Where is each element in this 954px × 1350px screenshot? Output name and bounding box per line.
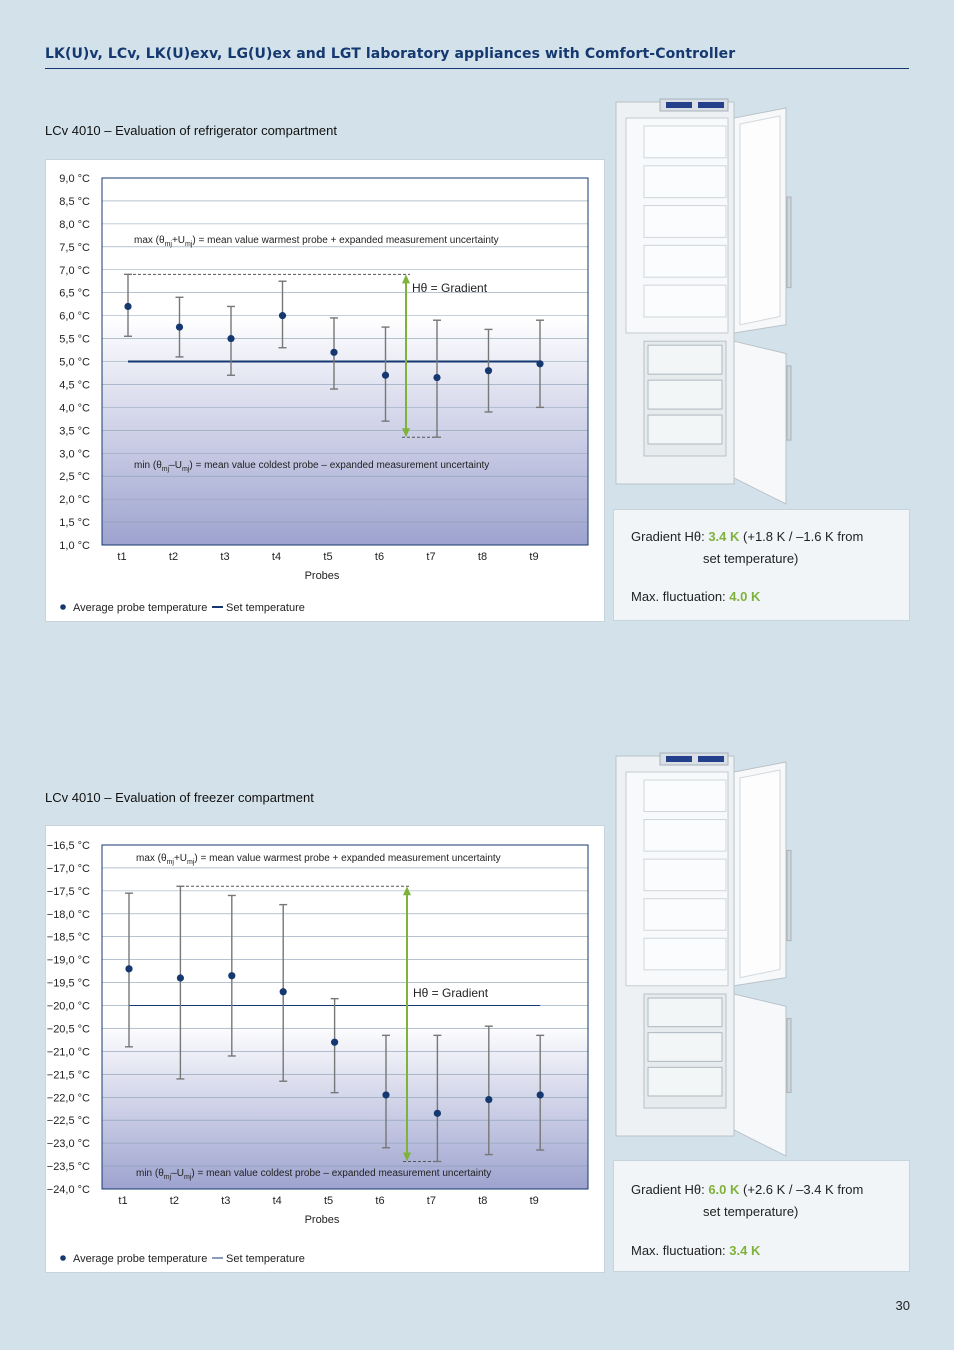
data-point — [382, 1091, 389, 1098]
x-tick-label: t3 — [221, 1195, 231, 1207]
y-tick-label: 2,5 °C — [59, 471, 90, 484]
shelf — [644, 245, 726, 277]
fridge-door-glass — [740, 770, 780, 978]
section-title-refrigerator: LCv 4010 – Evaluation of refrigerator compartment — [45, 123, 337, 138]
y-tick-label: −19,0 °C — [46, 954, 90, 967]
appliance-drawing — [616, 753, 791, 1156]
shelf — [644, 859, 726, 891]
legend-marker-average — [60, 1255, 66, 1261]
page-header — [45, 46, 909, 69]
x-tick-label: t4 — [271, 551, 282, 563]
freezer-handle — [787, 366, 791, 440]
y-tick-label: 6,5 °C — [59, 287, 90, 300]
legend-label-set: Set temperature — [226, 1253, 305, 1265]
gradient-label: Gradient Hθ: — [631, 529, 705, 544]
appliance-drawing — [616, 99, 791, 504]
y-tick-label: 6,0 °C — [59, 310, 90, 323]
page-number: 30 — [895, 1298, 910, 1313]
annotation-max: $\max (\theta_{mj}+U_{mj})$ = mean value warmest probe + expanded measurement uncertainty — [136, 853, 501, 866]
freezer-drawer — [648, 1033, 722, 1062]
x-tick-label: t6 — [375, 1195, 385, 1207]
legend-label-set: Set temperature — [226, 602, 305, 614]
chart-panel-refrigerator — [45, 159, 605, 622]
freezer-drawer — [648, 345, 722, 374]
data-point — [536, 360, 543, 367]
data-point — [434, 1110, 441, 1117]
info-box-freezer — [613, 1160, 910, 1272]
y-tick-label: −18,5 °C — [46, 931, 90, 944]
chart-panel-freezer — [45, 825, 605, 1273]
x-tick-label: t1 — [118, 1195, 128, 1207]
y-tick-label: −21,5 °C — [46, 1069, 90, 1082]
shelf — [644, 166, 726, 198]
y-tick-label: 5,0 °C — [59, 356, 90, 369]
fluctuation-label: Max. fluctuation: — [631, 1243, 726, 1258]
gradient-label: Hθ = Gradient — [412, 281, 488, 295]
section-title-freezer: LCv 4010 – Evaluation of freezer compartment — [45, 790, 314, 805]
y-tick-label: −22,0 °C — [46, 1092, 90, 1105]
x-tick-label: t9 — [529, 1195, 539, 1207]
gradient-label: Gradient Hθ: — [631, 1182, 705, 1197]
y-tick-label: −19,5 °C — [46, 977, 90, 990]
data-point — [280, 988, 287, 995]
y-tick-label: 1,0 °C — [59, 540, 90, 552]
gradient-line — [631, 1182, 863, 1197]
data-point — [331, 1039, 338, 1046]
page-title: LK(U)v, LCv, LK(U)exv, LG(U)ex and LGT laboratory appliances with Comfort-Controller — [45, 46, 736, 62]
fridge-door-glass — [740, 116, 780, 325]
freezer-handle — [787, 1019, 791, 1093]
x-tick-label: t5 — [323, 551, 333, 563]
x-axis-title: Probes — [304, 1214, 340, 1226]
y-tick-label: −20,0 °C — [46, 1000, 90, 1013]
x-tick-label: t8 — [478, 1195, 488, 1207]
fluctuation-line — [631, 589, 760, 604]
x-tick-label: t6 — [374, 551, 385, 563]
x-tick-label: t4 — [272, 1195, 282, 1207]
data-point — [537, 1091, 544, 1098]
y-tick-label: −20,5 °C — [46, 1023, 90, 1036]
shelf — [644, 126, 726, 158]
x-tick-label: t2 — [169, 1195, 179, 1207]
shelf — [644, 820, 726, 852]
data-point — [485, 1096, 492, 1103]
y-tick-label: 4,0 °C — [59, 402, 90, 415]
gradient-detail-2: set temperature) — [703, 1204, 799, 1219]
refrigerator-chart — [46, 160, 604, 621]
x-tick-label: t8 — [477, 551, 488, 563]
y-tick-label: 1,5 °C — [59, 517, 90, 530]
data-point — [227, 335, 234, 342]
shelf — [644, 899, 726, 931]
x-tick-label: t9 — [529, 551, 539, 563]
gradient-value: 3.4 K — [708, 529, 740, 544]
y-tick-label: −17,5 °C — [46, 885, 90, 898]
data-point — [228, 972, 235, 979]
freezer-drawer — [648, 998, 722, 1027]
legend-label-average: Average probe temperature — [73, 1253, 208, 1265]
display-left — [666, 102, 692, 108]
data-point — [177, 974, 184, 981]
y-tick-label: 9,0 °C — [59, 173, 90, 185]
y-tick-label: 8,5 °C — [59, 195, 90, 208]
fluctuation-value: 3.4 K — [729, 1243, 761, 1258]
annotation-min: $\min (\theta_{mj}-U_{mj})$ = mean value coldest probe – expanded measurement uncertainty — [136, 1168, 492, 1181]
data-point — [279, 312, 286, 319]
gradient-detail: (+2.6 K / –3.4 K from — [743, 1182, 864, 1197]
y-tick-label: 4,5 °C — [59, 379, 90, 392]
y-tick-label: 8,0 °C — [59, 218, 90, 231]
freezer-drawer — [648, 1067, 722, 1096]
freezer-door — [734, 341, 786, 504]
y-tick-label: 3,5 °C — [59, 425, 90, 438]
y-tick-label: 7,0 °C — [59, 264, 90, 277]
gradient-detail: (+1.8 K / –1.6 K from — [743, 529, 864, 544]
x-tick-label: t2 — [168, 551, 179, 563]
gradient-label: Hθ = Gradient — [413, 986, 489, 1000]
freezer-drawer — [648, 380, 722, 409]
shelf — [644, 780, 726, 812]
y-tick-label: 2,0 °C — [59, 494, 90, 507]
freezer-appliance-image — [614, 748, 796, 1158]
annotation-max: $\max (\theta_{mj}+U_{mj})$ = mean value warmest probe + expanded measurement uncertainty — [134, 235, 499, 248]
data-point — [125, 965, 132, 972]
fridge-handle — [787, 197, 791, 288]
y-tick-label: −23,5 °C — [46, 1161, 90, 1174]
freezer-drawer — [648, 415, 722, 444]
freezer-door — [734, 994, 786, 1156]
shelf — [644, 285, 726, 317]
fluctuation-label: Max. fluctuation: — [631, 589, 726, 604]
shelf — [644, 938, 726, 970]
x-tick-label: t7 — [426, 551, 436, 563]
y-tick-label: −21,0 °C — [46, 1046, 90, 1059]
data-point — [330, 349, 337, 356]
y-tick-label: 7,5 °C — [59, 241, 90, 254]
y-tick-label: −18,0 °C — [46, 908, 90, 921]
y-tick-label: −16,5 °C — [46, 840, 90, 852]
display-right — [698, 756, 724, 762]
y-tick-label: −24,0 °C — [46, 1184, 90, 1196]
data-point — [485, 367, 492, 374]
x-tick-label: t7 — [426, 1195, 436, 1207]
fluctuation-value: 4.0 K — [729, 589, 761, 604]
y-tick-label: 5,5 °C — [59, 333, 90, 346]
freezer-chart — [46, 826, 604, 1272]
y-tick-label: −22,5 °C — [46, 1115, 90, 1128]
annotation-min: $\min (\theta_{mj}-U_{mj})$ = mean value coldest probe – expanded measurement uncertainty — [134, 460, 490, 473]
fridge-handle — [787, 851, 791, 941]
y-tick-label: 3,0 °C — [59, 448, 90, 461]
x-tick-label: t1 — [117, 551, 127, 563]
legend-label-average: Average probe temperature — [73, 602, 208, 614]
display-left — [666, 756, 692, 762]
data-point — [433, 374, 440, 381]
data-point — [382, 372, 389, 379]
fluctuation-line — [631, 1243, 760, 1258]
y-tick-label: −17,0 °C — [46, 862, 90, 875]
data-point — [176, 323, 183, 330]
info-box-refrigerator — [613, 509, 910, 621]
gradient-detail-2: set temperature) — [703, 551, 799, 566]
x-tick-label: t5 — [324, 1195, 334, 1207]
x-axis-title: Probes — [304, 570, 340, 582]
plot-area — [102, 845, 588, 1189]
refrigerator-appliance-image — [614, 94, 796, 506]
shelf — [644, 206, 726, 238]
y-tick-label: −23,0 °C — [46, 1138, 90, 1151]
gradient-value: 6.0 K — [708, 1182, 740, 1197]
gradient-line — [631, 529, 863, 544]
data-point — [124, 303, 131, 310]
x-tick-label: t3 — [220, 551, 230, 563]
display-right — [698, 102, 724, 108]
legend-marker-average — [60, 604, 66, 610]
